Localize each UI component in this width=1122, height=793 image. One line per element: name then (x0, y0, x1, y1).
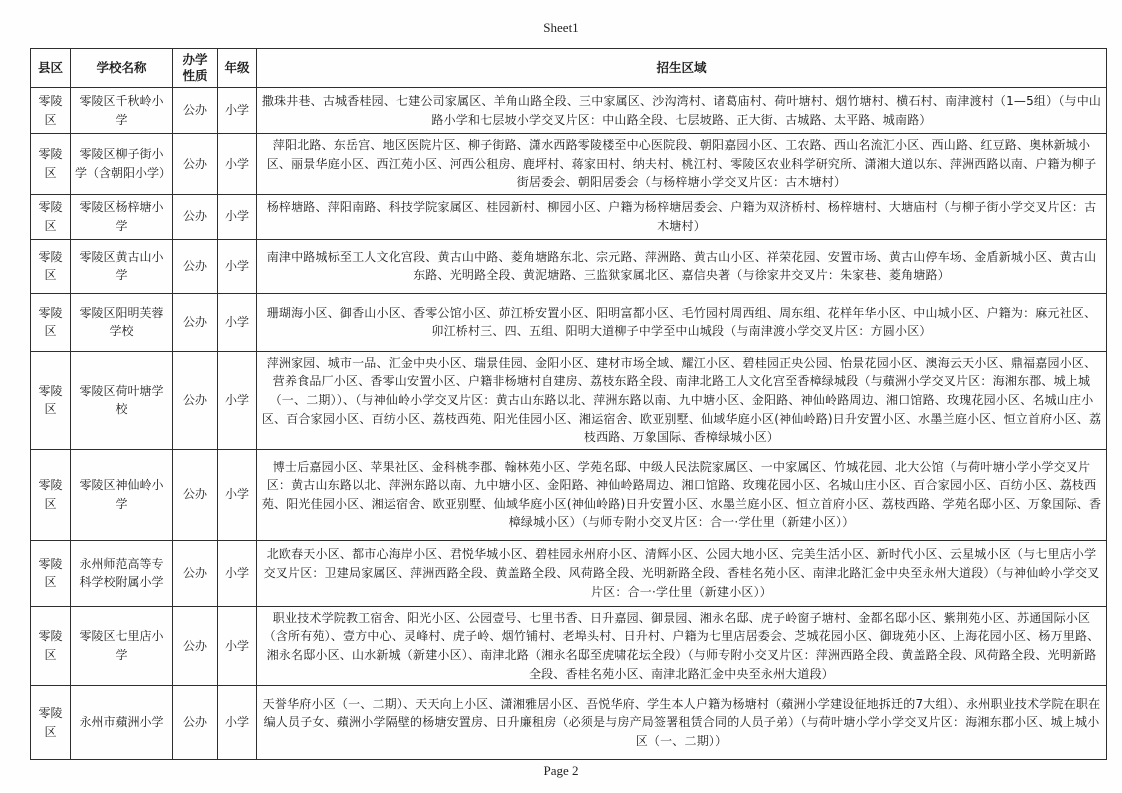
header-school-name: 学校名称 (71, 49, 173, 88)
enrollment-area-cell: 南津中路城标至工人文化宫段、黄古山中路、菱角塘路东北、宗元路、萍洲路、黄古山小区、祥荣花园、安置市场、黄古山停车场、金盾新城小区、黄古山东路、光明路全段、黄泥塘路、三监狱家属北区、嘉信央著（与徐家井交叉片：朱家巷、菱角塘路） (257, 239, 1107, 293)
enrollment-area-cell: 北欧春天小区、都市心海岸小区、君悦华城小区、碧桂园永州府小区、清辉小区、公园大地小区、完美生活小区、新时代小区、云星城小区（与七里店小学交叉片区：卫建局家属区、萍洲西路全段、黄盖路全段、风荷路全段、光明新路全段、香桂名苑小区、南津北路汇金中央至永州大道段）（与神仙岭小学交叉片区：合一·学仕里（新建小区）） (257, 540, 1107, 606)
page-number: Page 2 (543, 763, 579, 778)
county-cell: 零陵区 (31, 293, 71, 351)
table-row (31, 606, 1107, 685)
table-row (31, 686, 1107, 760)
school-name-cell: 零陵区神仙岭小学 (71, 449, 173, 540)
enrollment-area-cell: 天誉华府小区（一、二期）、天天向上小区、潇湘雅居小区、吾悦华府、学生本人户籍为杨塘村（蘋洲小学建设征地拆迁的7大组）、永州职业技术学院在职在编人员子女、蘋洲小学隔壁的杨塘安置房、日升廉租房（必须是与房产局签署租赁合同的人员子弟）（与荷叶塘小学小学交叉片区：海湘东郡小区、城上城小区（一、二期）） (257, 686, 1107, 760)
sheet-title: Sheet1 (543, 20, 579, 35)
county-cell: 零陵区 (31, 88, 71, 134)
county-cell: 零陵区 (31, 134, 71, 195)
grade-cell: 小学 (218, 449, 257, 540)
header-enrollment-area: 招生区域 (257, 49, 1107, 88)
grade-cell: 小学 (218, 540, 257, 606)
school-nature-cell: 公办 (173, 686, 218, 760)
school-name-cell: 零陵区阳明芙蓉学校 (71, 293, 173, 351)
grade-cell: 小学 (218, 606, 257, 685)
table-row (31, 540, 1107, 606)
grade-cell: 小学 (218, 134, 257, 195)
school-name-cell: 零陵区千秋岭小学 (71, 88, 173, 134)
county-cell: 零陵区 (31, 449, 71, 540)
grade-cell: 小学 (218, 293, 257, 351)
enrollment-area-cell: 职业技术学院教工宿舍、阳光小区、公园壹号、七里书香、日升嘉园、御景园、湘永名邸、虎子岭窗子塘村、金都名邸小区、紫荆苑小区、苏通国际小区（含所有苑）、壹方中心、灵峰村、虎子岭、烟竹铺村、老埠头村、日升村、户籍为七里店居委会、芝城花园小区、御珑苑小区、上海花园小区、杨万里路、湘永名邸小区、山水新城（新建小区）、南津北路（湘永名邸至虎啸花坛全段）（与师专附小交叉片区：萍洲西路全段、黄盖路全段、风荷路全段、光明新路全段、香桂名苑小区、南津北路汇金中央至永州大道段） (257, 606, 1107, 685)
school-nature-cell: 公办 (173, 606, 218, 685)
grade-cell: 小学 (218, 88, 257, 134)
header-county: 县区 (31, 49, 71, 88)
school-nature-cell: 公办 (173, 449, 218, 540)
enrollment-area-cell: 珊瑚海小区、御香山小区、香零公馆小区、茆江桥安置小区、阳明富都小区、毛竹园村周西组、周东组、花样年华小区、中山城小区、户籍为：麻元社区、卯江桥村三、四、五组、阳明大道柳子中学至中山城段（与南津渡小学交叉片区：方圆小区） (257, 293, 1107, 351)
school-nature-cell: 公办 (173, 293, 218, 351)
county-cell: 零陵区 (31, 239, 71, 293)
table-row (31, 239, 1107, 293)
table-row (31, 88, 1107, 134)
school-nature-cell: 公办 (173, 88, 218, 134)
table-header-row (31, 49, 1107, 88)
header-school-nature: 办学性质 (173, 49, 218, 88)
grade-cell: 小学 (218, 194, 257, 239)
school-name-cell: 零陵区七里店小学 (71, 606, 173, 685)
grade-cell: 小学 (218, 686, 257, 760)
county-cell: 零陵区 (31, 686, 71, 760)
school-name-cell: 永州市蘋洲小学 (71, 686, 173, 760)
enrollment-area-cell: 萍阳北路、东岳宫、地区医院片区、柳子街路、潇水西路零陵楼至中心医院段、朝阳嘉园小区、工农路、西山名流汇小区、西山路、红豆路、奥林新城小区、丽景华庭小区、西江苑小区、河西公租房、鹿坪村、蒋家田村、纳夫村、桃江村、零陵区农业科学研究所、潇湘大道以东、萍洲西路以南、户籍为柳子街居委会、朝阳居委会（与杨梓塘小学交叉片区：古木塘村） (257, 134, 1107, 195)
school-name-cell: 永州师范高等专科学校附属小学 (71, 540, 173, 606)
table-row (31, 194, 1107, 239)
school-nature-cell: 公办 (173, 134, 218, 195)
header-grade: 年级 (218, 49, 257, 88)
enrollment-area-cell: 博士后嘉园小区、苹果社区、金科桃李郡、翰林苑小区、学苑名邸、中级人民法院家属区、一中家属区、竹城花园、北大公馆（与荷叶塘小学小学交叉片区：黄古山东路以北、萍洲东路以南、九中塘小区、金阳路、神仙岭路周边、湘口馆路、玫瑰花园小区、名城山庄小区、百合家园小区、百纺小区、荔枝西苑、阳光佳园小区、湘运宿舍、欧亚别墅、仙域华庭小区(神仙岭路)日升安置小区、水墨兰庭小区、恒立首府小区、荔枝西路、学苑名邸小区、万象国际、香樟绿城小区）（与师专附小交叉片区：合一·学仕里（新建小区）） (257, 449, 1107, 540)
school-nature-cell: 公办 (173, 540, 218, 606)
table-row (31, 293, 1107, 351)
school-name-cell: 零陵区黄古山小学 (71, 239, 173, 293)
table-row (31, 351, 1107, 449)
school-table-body (31, 88, 1107, 760)
table-row (31, 449, 1107, 540)
county-cell: 零陵区 (31, 351, 71, 449)
county-cell: 零陵区 (31, 606, 71, 685)
school-name-cell: 零陵区柳子街小学（含朝阳小学） (71, 134, 173, 195)
grade-cell: 小学 (218, 239, 257, 293)
enrollment-area-table (30, 48, 1107, 760)
school-nature-cell: 公办 (173, 351, 218, 449)
school-name-cell: 零陵区荷叶塘学校 (71, 351, 173, 449)
enrollment-area-cell: 萍洲家园、城市一品、汇金中央小区、瑞景佳园、金阳小区、建材市场全域、耀江小区、碧桂园正央公园、怡景花园小区、澳海云天小区、鼎福嘉园小区、营养食品厂小区、香零山安置小区、户籍非杨塘村自建房、荔枝东路全段、南津北路工人文化宫至香樟绿城段（与蘋洲小学交叉片区：海湘东郡、城上城（一、二期））、（与神仙岭小学交叉片区：黄古山东路以北、萍洲东路以南、九中塘小区、金阳路、神仙岭路周边、湘口馆路、玫瑰花园小区、名城山庄小区、百合家园小区、百纺小区、荔枝西苑、阳光佳园小区、湘运宿舍、欧亚别墅、仙域华庭小区(神仙岭路)日升安置小区、水墨兰庭小区、恒立首府小区、荔枝西路、万象国际、香樟绿城小区） (257, 351, 1107, 449)
school-name-cell: 零陵区杨梓塘小学 (71, 194, 173, 239)
table-row (31, 134, 1107, 195)
county-cell: 零陵区 (31, 540, 71, 606)
county-cell: 零陵区 (31, 194, 71, 239)
grade-cell: 小学 (218, 351, 257, 449)
enrollment-area-cell: 杨梓塘路、萍阳南路、科技学院家属区、桂园新村、柳园小区、户籍为杨梓塘居委会、户籍为双济桥村、杨梓塘村、大塘庙村（与柳子街小学交叉片区：古木塘村） (257, 194, 1107, 239)
school-nature-cell: 公办 (173, 239, 218, 293)
school-nature-cell: 公办 (173, 194, 218, 239)
enrollment-area-cell: 撒珠井巷、古城香桂园、七建公司家属区、羊角山路全段、三中家属区、沙沟湾村、诸葛庙村、荷叶塘村、烟竹塘村、横石村、南津渡村（1—5组）（与中山路小学和七层坡小学交叉片区：中山路全段、七层坡路、正大街、古城路、太平路、城南路） (257, 88, 1107, 134)
